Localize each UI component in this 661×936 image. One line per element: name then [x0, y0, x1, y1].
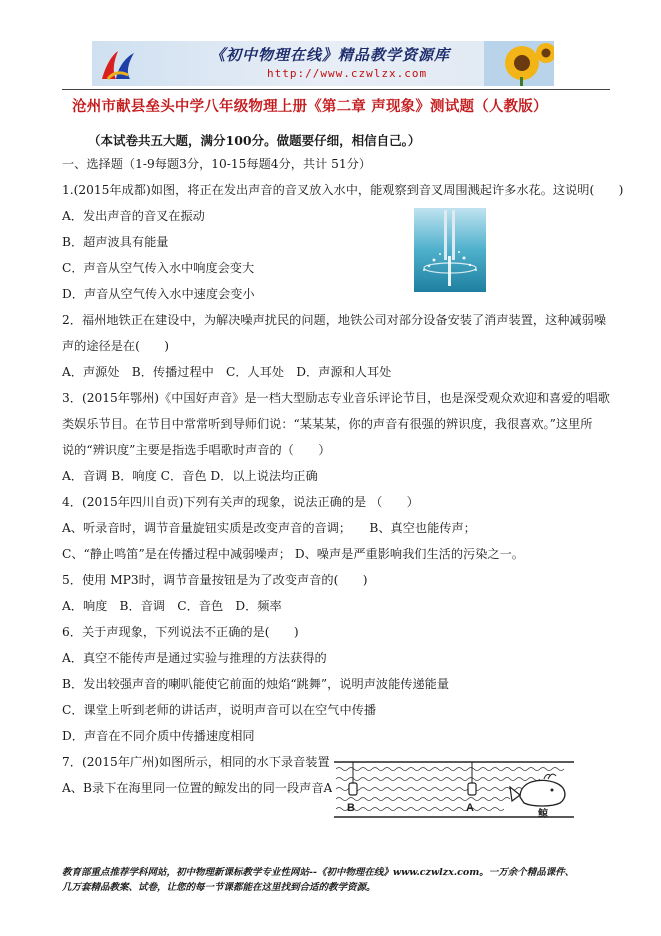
question-3-line1: 3．(2015年鄂州)《中国好声音》是一档大型励志专业音乐评论节目，也是深受观众欢迎和喜爱的唱歌 — [62, 391, 610, 405]
header-rule — [62, 89, 610, 90]
sunflower-image — [484, 41, 554, 86]
q6-option-a: A．真空不能传声是通过实验与推理的方法获得的 — [62, 651, 327, 665]
q3-options: A．音调 B．响度 C．音色 D．以上说法均正确 — [62, 469, 318, 483]
footer-line-1: 教育部重点推荐学科网站，初中物理新课标教学专业性网站--《初中物理在线》www.czwlzx.com。一万余个精品课件、 — [62, 867, 575, 878]
q4-options-cd: C、“静止鸣笛”是在传播过程中减弱噪声； D、噪声是严重影响我们生活的污染之一。 — [62, 547, 524, 561]
question-1: 1.(2015年成都)如图，将正在发出声音的音叉放入水中，能观察到音叉周围溅起许多水花。这说明( ) — [62, 183, 624, 197]
question-3-line3: 说的“辨识度”主要是指选手唱歌时声音的（ ） — [62, 443, 331, 457]
site-logo-icon — [98, 45, 138, 83]
section-heading: 一、选择题（1-9每题3分，10-15每题4分，共计 51分） — [62, 157, 372, 171]
exam-instructions: （本试卷共五大题，满分100分。做题要仔细，相信自己。） — [88, 133, 421, 148]
q6-option-b: B．发出较强声音的喇叭能使它前面的烛焰“跳舞”，说明声波能传递能量 — [62, 677, 450, 691]
banner-title: 《初中物理在线》精品教学资源库 — [210, 46, 451, 64]
banner-url: http://www.czwlzx.com — [267, 67, 428, 80]
question-2-line1: 2．福州地铁正在建设中，为解决噪声扰民的问题，地铁公司对部分设备安装了消声装置，这种减弱噪 — [62, 313, 607, 327]
q1-option-b: B．超声波具有能量 — [62, 235, 169, 249]
q1-option-a: A．发出声音的音叉在振动 — [62, 209, 205, 223]
footer-line-2: 几万套精品教案、试卷，让您的每一节课都能在这里找到合适的教学资源。 — [62, 882, 376, 893]
question-3-line2: 类娱乐节目。在节目中常常听到导师们说：“某某某，你的声音有很强的辨识度，我很喜欢。”这里所 — [62, 417, 593, 431]
page-footer — [62, 865, 622, 895]
q2-options: A．声源处 B．传播过程中 C．人耳处 D．声源和人耳处 — [62, 365, 392, 379]
label-a: A — [466, 802, 474, 814]
label-whale: 鲸 — [538, 809, 548, 820]
underwater-recording-figure — [332, 757, 576, 820]
question-5: 5．使用 MP3时，调节音量按钮是为了改变声音的( ) — [62, 573, 368, 587]
label-b: B — [347, 802, 355, 814]
question-4: 4．(2015年四川自贡)下列有关声的现象，说法正确的是 （ ） — [62, 495, 419, 509]
tuning-fork-water-image — [414, 208, 486, 292]
q5-options: A．响度 B．音调 C．音色 D．频率 — [62, 599, 282, 613]
header-banner — [92, 41, 554, 86]
page-title: 沧州市献县垒头中学八年级物理上册《第二章 声现象》测试题（人教版） — [72, 98, 548, 115]
q1-option-d: D．声音从空气传入水中速度会变小 — [62, 287, 255, 301]
q6-option-c: C．课堂上听到老师的讲话声，说明声音可以在空气中传播 — [62, 703, 377, 717]
question-6: 6．关于声现象，下列说法不正确的是( ) — [62, 625, 299, 639]
q4-options-ab: A、听录音时，调节音量旋钮实质是改变声音的音调； B、真空也能传声； — [62, 521, 476, 535]
question-7-line1: 7．(2015年广州)如图所示，相同的水下录音装置 — [62, 755, 330, 769]
question-7-line2: A、B录下在海里同一位置的鲸发出的同一段声音A — [62, 781, 333, 795]
q6-option-d: D．声音在不同介质中传播速度相同 — [62, 729, 255, 743]
q1-option-c: C．声音从空气传入水中响度会变大 — [62, 261, 255, 275]
question-2-line2: 声的途径是在( ) — [62, 339, 170, 353]
